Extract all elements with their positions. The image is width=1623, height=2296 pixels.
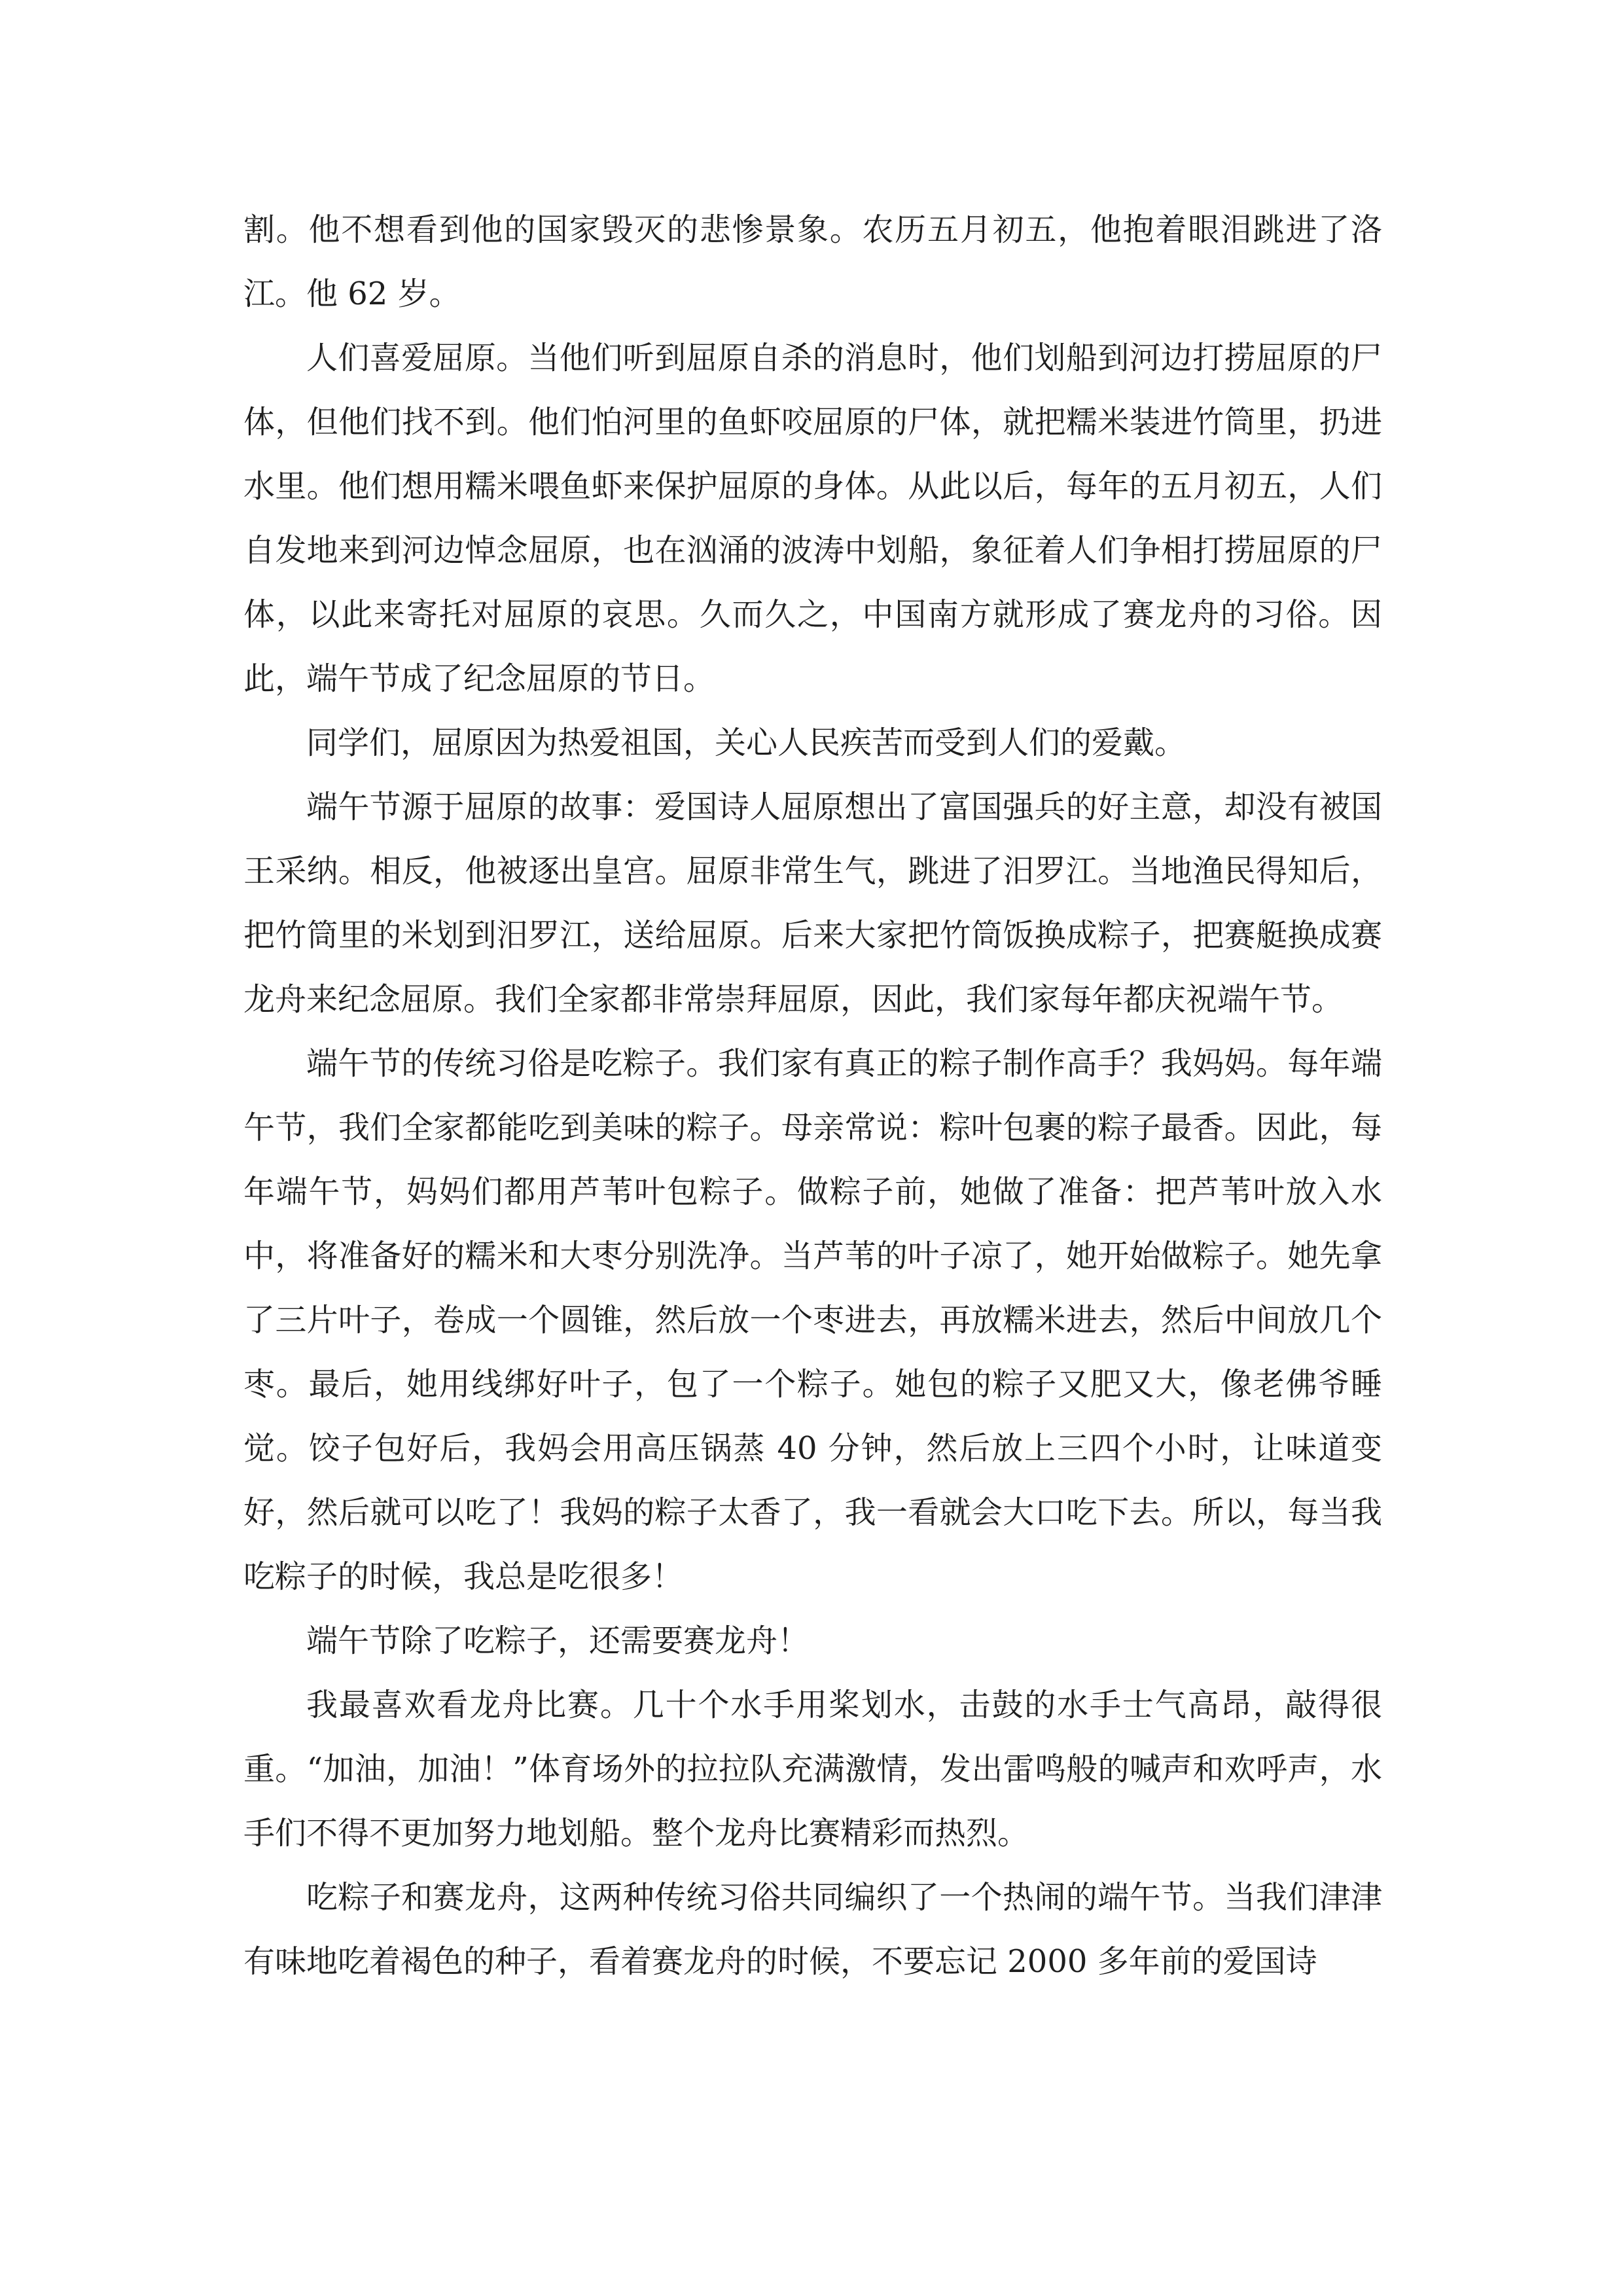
paragraph-1: 割。他不想看到他的国家毁灭的悲惨景象。农历五月初五，他抱着眼泪跳进了洛江。他 62 岁。: [243, 211, 1382, 312]
paragraph-2: 人们喜爱屈原。当他们听到屈原自杀的消息时，他们划船到河边打捞屈原的尸体，但他们找不到。他们怕河里的鱼虾咬屈原的尸体，就把糯米装进竹筒里，扔进水里。他们想用糯米喂鱼虾来保护屈原的身体。从此以后，每年的五月初五，人们自发地来到河边悼念屈原，也在汹涌的波涛中划船，象征着人们争相打捞屈原的尸体，以此来寄托对屈原的哀思。久而久之，中国南方就形成了赛龙舟的习俗。因此，端午节成了纪念屈原的节日。: [243, 340, 1382, 697]
paragraph-7: 我最喜欢看龙舟比赛。几十个水手用桨划水，击鼓的水手士气高昂，敲得很重。“加油，加油！”体育场外的拉拉队充满激情，发出雷鸣般的喊声和欢呼声，水手们不得不更加努力地划船。整个龙舟比赛精彩而热烈。: [243, 1687, 1382, 1852]
document-body: [243, 198, 1382, 1994]
paragraph-3: 同学们，屈原因为热爱祖国，关心人民疾苦而受到人们的爱戴。: [306, 725, 1186, 761]
paragraph-8: 吃粽子和赛龙舟，这两种传统习俗共同编织了一个热闹的端午节。当我们津津有味地吃着褐色的种子，看着赛龙舟的时候，不要忘记 2000 多年前的爱国诗: [243, 1879, 1382, 1980]
paragraph-4: 端午节源于屈原的故事：爱国诗人屈原想出了富国强兵的好主意，却没有被国王采纳。相反，他被逐出皇宫。屈原非常生气，跳进了汨罗江。当地渔民得知后，把竹筒里的米划到汨罗江，送给屈原。后来大家把竹筒饭换成粽子，把赛艇换成赛龙舟来纪念屈原。我们全家都非常崇拜屈原，因此，我们家每年都庆祝端午节。: [243, 789, 1382, 1018]
paragraph-5: 端午节的传统习俗是吃粽子。我们家有真正的粽子制作高手？我妈妈。每年端午节，我们全家都能吃到美味的粽子。母亲常说：粽叶包裹的粽子最香。因此，每年端午节，妈妈们都用芦苇叶包粽子。做粽子前，她做了准备：把芦苇叶放入水中，将准备好的糯米和大枣分别洗净。当芦苇的叶子凉了，她开始做粽子。她先拿了三片叶子，卷成一个圆锥，然后放一个枣进去，再放糯米进去，然后中间放几个枣。最后，她用线绑好叶子，包了一个粽子。她包的粽子又肥又大，像老佛爷睡觉。饺子包好后，我妈会用高压锅蒸 40 分钟，然后放上三四个小时，让味道变好，然后就可以吃了！我妈的粽子太香了，我一看就会大口吃下去。所以，每当我吃粽子的时候，我总是吃很多！: [243, 1045, 1382, 1595]
paragraph-6: 端午节除了吃粽子，还需要赛龙舟！: [306, 1623, 810, 1659]
